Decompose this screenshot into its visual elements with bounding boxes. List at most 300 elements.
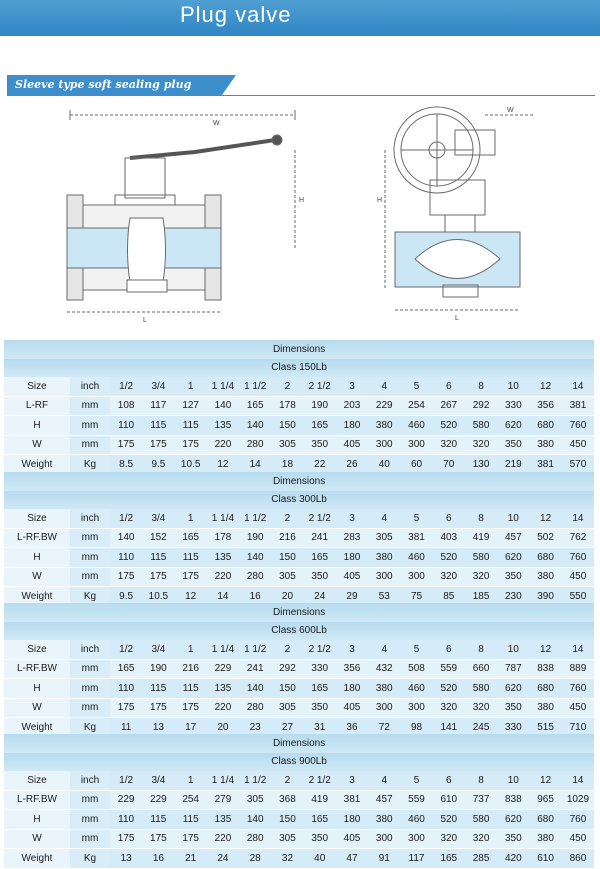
table-cell: 450	[562, 698, 594, 718]
table-cell: 216	[271, 528, 303, 548]
table-cell: 47	[336, 849, 368, 869]
row-unit: Kg	[70, 718, 110, 738]
table-cell: 13	[142, 718, 174, 738]
table-cell: 10	[497, 640, 529, 659]
row-label: Size	[4, 771, 70, 790]
table-row	[4, 509, 594, 528]
table-cell: 350	[497, 829, 529, 849]
table-cell: 283	[336, 528, 368, 548]
table-cell: 180	[336, 548, 368, 568]
table-row	[4, 396, 594, 416]
table-cell: 140	[239, 416, 271, 436]
table-cell: 115	[142, 548, 174, 568]
table-cell: 190	[142, 659, 174, 679]
table-cell: 117	[142, 396, 174, 416]
table-cell: 110	[110, 416, 142, 436]
table-row	[4, 377, 594, 396]
table-cell: 3/4	[142, 771, 174, 790]
table-cell: 36	[336, 718, 368, 738]
table-cell: 762	[562, 528, 594, 548]
table-cell: 305	[271, 567, 303, 587]
table-cell: 165	[433, 849, 465, 869]
table-cell: 175	[175, 829, 207, 849]
table-cell: 320	[433, 435, 465, 455]
table-cell: 165	[175, 528, 207, 548]
table-cell: 457	[368, 790, 400, 810]
table-cell: 305	[239, 790, 271, 810]
table-cell: 40	[368, 455, 400, 475]
table-cell: 165	[304, 679, 336, 699]
table-cell: 216	[175, 659, 207, 679]
table-cell: 23	[239, 718, 271, 738]
table-cell: 280	[239, 435, 271, 455]
table-cell: 24	[207, 849, 239, 869]
table-cell: 1 1/4	[207, 640, 239, 659]
table-cell: 680	[529, 548, 561, 568]
table-cell: 380	[368, 548, 400, 568]
table-cell: 12	[529, 377, 561, 396]
table-cell: 420	[497, 849, 529, 869]
table-cell: 390	[529, 587, 561, 607]
table-cell: 203	[336, 396, 368, 416]
table-cell: 165	[239, 396, 271, 416]
table-cell: 1/2	[110, 377, 142, 396]
table-title: Dimensions	[4, 734, 594, 753]
table-cell: 5	[400, 771, 432, 790]
table-cell: 292	[465, 396, 497, 416]
table-cell: 150	[271, 810, 303, 830]
row-label: L-RF.BW	[4, 790, 70, 810]
table-cell: 2	[271, 640, 303, 659]
table-row	[4, 679, 594, 699]
table-cell: 165	[304, 416, 336, 436]
row-label: Weight	[4, 455, 70, 475]
row-unit: mm	[70, 567, 110, 587]
table-cell: 175	[110, 435, 142, 455]
table-cell: 12	[175, 587, 207, 607]
table-cell: 620	[497, 416, 529, 436]
table-cell: 380	[368, 416, 400, 436]
table-cell: 610	[433, 790, 465, 810]
table-cell: 28	[239, 849, 271, 869]
table-cell: 115	[175, 416, 207, 436]
table-cell: 108	[110, 396, 142, 416]
table-cell: 380	[529, 567, 561, 587]
table-row	[4, 528, 594, 548]
table-cell: 117	[400, 849, 432, 869]
table-cell: 5	[400, 640, 432, 659]
table-cell: 381	[336, 790, 368, 810]
table-cell: 8	[465, 509, 497, 528]
table-cell: 110	[110, 810, 142, 830]
table-cell: 175	[142, 567, 174, 587]
table-cell: 320	[465, 698, 497, 718]
table-cell: 405	[336, 829, 368, 849]
table-cell: 115	[175, 810, 207, 830]
row-label: W	[4, 698, 70, 718]
table-row	[4, 416, 594, 436]
table-cell: 175	[110, 829, 142, 849]
table-cell: 1/2	[110, 771, 142, 790]
table-cell: 502	[529, 528, 561, 548]
table-cell: 31	[304, 718, 336, 738]
table-cell: 300	[400, 698, 432, 718]
table-cell: 53	[368, 587, 400, 607]
row-unit: mm	[70, 659, 110, 679]
row-unit: mm	[70, 548, 110, 568]
row-unit: mm	[70, 435, 110, 455]
table-cell: 141	[433, 718, 465, 738]
table-cell: 403	[433, 528, 465, 548]
table-cell: 559	[433, 659, 465, 679]
row-label: H	[4, 548, 70, 568]
row-label: Size	[4, 640, 70, 659]
table-cell: 737	[465, 790, 497, 810]
dim-label-w-right: W	[507, 107, 514, 114]
table-cell: 16	[142, 849, 174, 869]
table-row	[4, 659, 594, 679]
table-cell: 175	[142, 698, 174, 718]
table-cell: 75	[400, 587, 432, 607]
table-cell: 5	[400, 377, 432, 396]
table-cell: 24	[304, 587, 336, 607]
table-cell: 1	[175, 771, 207, 790]
row-unit: mm	[70, 679, 110, 699]
table-cell: 320	[465, 567, 497, 587]
table-cell: 4	[368, 377, 400, 396]
table-cell: 10	[497, 771, 529, 790]
table-cell: 2	[271, 771, 303, 790]
table-cell: 3/4	[142, 509, 174, 528]
row-unit: mm	[70, 829, 110, 849]
row-label: L-RF.BW	[4, 659, 70, 679]
table-cell: 580	[465, 810, 497, 830]
table-cell: 12	[529, 640, 561, 659]
table-cell: 280	[239, 567, 271, 587]
table-cell: 13	[110, 849, 142, 869]
table-class: Class 900Lb	[4, 753, 594, 772]
table-cell: 115	[142, 416, 174, 436]
table-cell: 965	[529, 790, 561, 810]
table-cell: 14	[562, 377, 594, 396]
table-cell: 254	[400, 396, 432, 416]
row-label: Weight	[4, 718, 70, 738]
table-cell: 1	[175, 509, 207, 528]
table-title: Dimensions	[4, 340, 594, 359]
table-row	[4, 790, 594, 810]
row-label: H	[4, 416, 70, 436]
table-cell: 267	[433, 396, 465, 416]
row-unit: Kg	[70, 455, 110, 475]
table-cell: 620	[497, 548, 529, 568]
table-cell: 91	[368, 849, 400, 869]
table-cell: 4	[368, 771, 400, 790]
gear-valve-drawing	[385, 107, 535, 310]
table-cell: 380	[529, 435, 561, 455]
dimensions-table-600lb	[4, 603, 594, 738]
table-cell: 1 1/2	[239, 640, 271, 659]
table-row	[4, 849, 594, 869]
table-cell: 150	[271, 548, 303, 568]
row-label: Weight	[4, 849, 70, 869]
table-cell: 620	[497, 810, 529, 830]
table-cell: 3/4	[142, 377, 174, 396]
table-cell: 130	[465, 455, 497, 475]
table-cell: 220	[207, 567, 239, 587]
table-cell: 10	[497, 377, 529, 396]
table-cell: 140	[110, 528, 142, 548]
table-cell: 2 1/2	[304, 509, 336, 528]
table-cell: 3	[336, 771, 368, 790]
table-cell: 580	[465, 548, 497, 568]
row-label: W	[4, 829, 70, 849]
table-cell: 2 1/2	[304, 377, 336, 396]
table-cell: 110	[110, 679, 142, 699]
row-unit: mm	[70, 790, 110, 810]
table-cell: 6	[433, 509, 465, 528]
valve-drawings	[55, 100, 595, 325]
table-cell: 381	[400, 528, 432, 548]
table-cell: 620	[497, 679, 529, 699]
table-cell: 22	[304, 455, 336, 475]
table-cell: 889	[562, 659, 594, 679]
row-unit: inch	[70, 640, 110, 659]
title-band	[0, 0, 600, 36]
table-cell: 32	[271, 849, 303, 869]
row-unit: inch	[70, 771, 110, 790]
table-cell: 180	[336, 810, 368, 830]
table-cell: 300	[368, 567, 400, 587]
table-cell: 230	[497, 587, 529, 607]
table-title: Dimensions	[4, 603, 594, 622]
table-cell: 150	[271, 416, 303, 436]
table-cell: 3	[336, 509, 368, 528]
row-unit: mm	[70, 810, 110, 830]
table-cell: 175	[110, 698, 142, 718]
table-cell: 241	[239, 659, 271, 679]
table-cell: 305	[271, 829, 303, 849]
table-row	[4, 435, 594, 455]
table-cell: 135	[207, 548, 239, 568]
table-cell: 305	[368, 528, 400, 548]
table-class: Class 300Lb	[4, 491, 594, 510]
table-cell: 27	[271, 718, 303, 738]
section-divider	[7, 95, 595, 96]
table-cell: 380	[368, 810, 400, 830]
table-cell: 405	[336, 435, 368, 455]
table-cell: 175	[175, 698, 207, 718]
table-cell: 330	[304, 659, 336, 679]
table-cell: 350	[304, 567, 336, 587]
table-row	[4, 829, 594, 849]
table-cell: 300	[368, 698, 400, 718]
table-cell: 14	[562, 509, 594, 528]
table-cell: 760	[562, 548, 594, 568]
table-cell: 3/4	[142, 640, 174, 659]
table-cell: 710	[562, 718, 594, 738]
table-cell: 368	[271, 790, 303, 810]
table-cell: 320	[465, 435, 497, 455]
table-cell: 450	[562, 567, 594, 587]
table-cell: 10.5	[175, 455, 207, 475]
table-cell: 381	[529, 455, 561, 475]
table-cell: 3	[336, 640, 368, 659]
table-cell: 70	[433, 455, 465, 475]
table-cell: 8	[465, 377, 497, 396]
table-cell: 450	[562, 829, 594, 849]
table-cell: 178	[271, 396, 303, 416]
table-row	[4, 698, 594, 718]
table-cell: 9.5	[142, 455, 174, 475]
table-cell: 175	[175, 567, 207, 587]
row-label: H	[4, 679, 70, 699]
table-cell: 165	[304, 810, 336, 830]
table-cell: 1 1/2	[239, 509, 271, 528]
row-label: Size	[4, 377, 70, 396]
table-cell: 18	[271, 455, 303, 475]
table-cell: 838	[529, 659, 561, 679]
table-cell: 381	[562, 396, 594, 416]
table-cell: 219	[497, 455, 529, 475]
table-cell: 11	[110, 718, 142, 738]
table-cell: 520	[433, 679, 465, 699]
table-cell: 550	[562, 587, 594, 607]
table-cell: 350	[304, 698, 336, 718]
table-cell: 520	[433, 416, 465, 436]
table-cell: 1029	[562, 790, 594, 810]
table-cell: 26	[336, 455, 368, 475]
table-cell: 405	[336, 567, 368, 587]
table-cell: 29	[336, 587, 368, 607]
row-label: L-RF	[4, 396, 70, 416]
table-cell: 175	[175, 435, 207, 455]
table-cell: 305	[271, 435, 303, 455]
table-cell: 85	[433, 587, 465, 607]
table-cell: 4	[368, 640, 400, 659]
table-cell: 2	[271, 377, 303, 396]
table-cell: 135	[207, 810, 239, 830]
table-cell: 180	[336, 416, 368, 436]
row-unit: mm	[70, 396, 110, 416]
table-cell: 110	[110, 548, 142, 568]
table-cell: 10.5	[142, 587, 174, 607]
table-cell: 300	[368, 435, 400, 455]
table-cell: 8	[465, 771, 497, 790]
table-cell: 305	[271, 698, 303, 718]
table-cell: 20	[271, 587, 303, 607]
row-unit: inch	[70, 509, 110, 528]
table-cell: 380	[368, 679, 400, 699]
table-cell: 280	[239, 829, 271, 849]
table-cell: 460	[400, 416, 432, 436]
row-unit: mm	[70, 528, 110, 548]
table-cell: 300	[400, 567, 432, 587]
row-unit: mm	[70, 698, 110, 718]
table-cell: 60	[400, 455, 432, 475]
table-cell: 559	[400, 790, 432, 810]
table-cell: 419	[465, 528, 497, 548]
table-cell: 14	[207, 587, 239, 607]
table-cell: 285	[465, 849, 497, 869]
table-cell: 460	[400, 548, 432, 568]
table-cell: 140	[207, 396, 239, 416]
row-label: W	[4, 567, 70, 587]
table-cell: 152	[142, 528, 174, 548]
section-title: Sleeve type soft sealing plug valve	[7, 75, 222, 95]
table-cell: 9.5	[110, 587, 142, 607]
table-cell: 508	[400, 659, 432, 679]
table-cell: 350	[304, 829, 336, 849]
table-cell: 12	[529, 771, 561, 790]
table-cell: 115	[175, 548, 207, 568]
table-cell: 292	[271, 659, 303, 679]
table-cell: 1	[175, 377, 207, 396]
table-cell: 300	[400, 435, 432, 455]
table-cell: 320	[433, 567, 465, 587]
table-cell: 330	[497, 396, 529, 416]
table-cell: 127	[175, 396, 207, 416]
table-cell: 320	[433, 698, 465, 718]
table-cell: 460	[400, 679, 432, 699]
table-cell: 419	[304, 790, 336, 810]
table-cell: 229	[207, 659, 239, 679]
table-cell: 165	[110, 659, 142, 679]
table-cell: 12	[529, 509, 561, 528]
table-cell: 12	[207, 455, 239, 475]
row-label: W	[4, 435, 70, 455]
table-cell: 14	[239, 455, 271, 475]
dim-label-l-right: L	[455, 315, 459, 322]
row-unit: mm	[70, 416, 110, 436]
table-row	[4, 810, 594, 830]
table-cell: 2 1/2	[304, 640, 336, 659]
table-cell: 220	[207, 435, 239, 455]
table-cell: 1 1/4	[207, 377, 239, 396]
table-cell: 165	[304, 548, 336, 568]
table-cell: 185	[465, 587, 497, 607]
table-cell: 356	[529, 396, 561, 416]
table-cell: 1/2	[110, 640, 142, 659]
table-cell: 245	[465, 718, 497, 738]
row-label: Weight	[4, 587, 70, 607]
table-cell: 3	[336, 377, 368, 396]
table-cell: 350	[304, 435, 336, 455]
table-cell: 610	[529, 849, 561, 869]
table-cell: 178	[207, 528, 239, 548]
table-cell: 229	[142, 790, 174, 810]
table-cell: 680	[529, 416, 561, 436]
table-cell: 175	[142, 435, 174, 455]
table-cell: 16	[239, 587, 271, 607]
table-cell: 860	[562, 849, 594, 869]
table-cell: 2	[271, 509, 303, 528]
table-cell: 20	[207, 718, 239, 738]
table-cell: 229	[368, 396, 400, 416]
table-cell: 787	[497, 659, 529, 679]
dim-label-h-right: H	[377, 197, 383, 204]
table-cell: 460	[400, 810, 432, 830]
table-cell: 760	[562, 416, 594, 436]
row-label: Size	[4, 509, 70, 528]
table-cell: 760	[562, 810, 594, 830]
table-cell: 350	[497, 567, 529, 587]
table-cell: 680	[529, 679, 561, 699]
table-cell: 175	[110, 567, 142, 587]
table-cell: 1 1/2	[239, 377, 271, 396]
table-cell: 72	[368, 718, 400, 738]
table-cell: 115	[142, 810, 174, 830]
table-cell: 1 1/2	[239, 771, 271, 790]
